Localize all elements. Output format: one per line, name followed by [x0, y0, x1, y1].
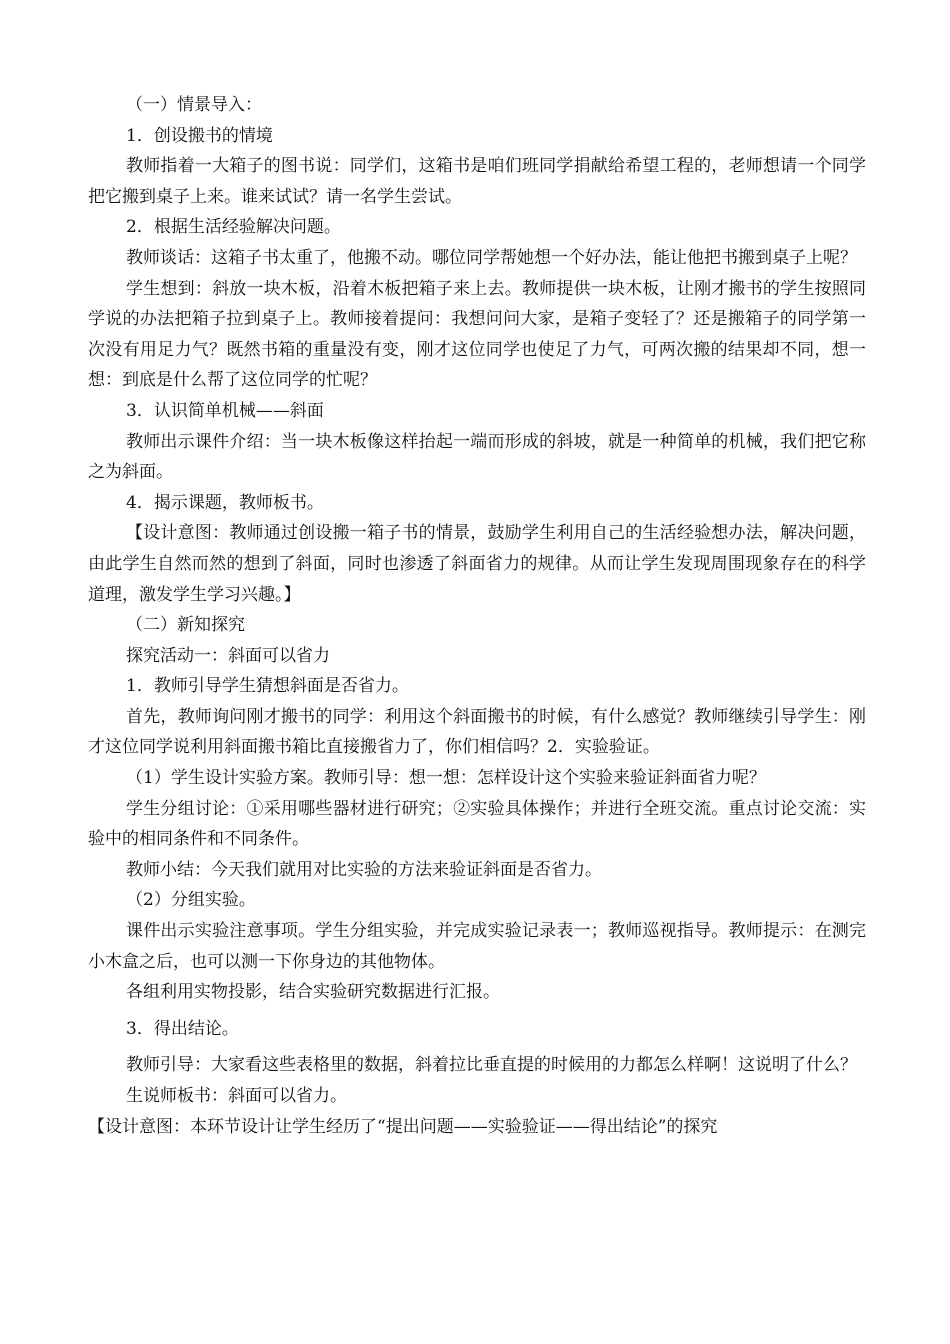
paragraph-courseware-notes: 课件出示实验注意事项。学生分组实验，并完成实验记录表一；教师巡视指导。教师提示：在测完小木盒之后，也可以测一下你身边的其他物体。 — [88, 921, 866, 972]
paragraph-teacher-box: 教师指着一大箱子的图书说：同学们，这箱书是咱们班同学捐献给希望工程的，老师想请一个同学把它搬到桌子上来。谁来试试？请一名学生尝试。 — [88, 156, 866, 207]
step-4-title: 4．揭示课题，教师板书。 — [126, 492, 324, 513]
paragraph-group-experiment: （2）分组实验。 — [126, 890, 256, 911]
heading-situation-intro: （一）情景导入： — [126, 95, 262, 115]
paragraph-courseware-intro: 教师出示课件介绍：当一块木板像这样抬起一端而形成的斜坡，就是一种简单的机械，我们把它称之为斜面。 — [88, 431, 866, 483]
design-intent-1: 【设计意图：教师通过创设搬一箱子书的情景，鼓励学生利用自己的生活经验想办法，解决问题，由此学生自然而然的想到了斜面，同时也渗透了斜面省力的规律。从而让学生发现周围现象存在的科学道理，激发学生学习兴趣。】 — [88, 523, 866, 605]
document-page — [88, 90, 866, 1142]
activity-1-title: 探究活动一：斜面可以省力 — [126, 645, 330, 666]
paragraph-report: 各组利用实物投影，结合实验研究数据进行汇报。 — [126, 982, 500, 1003]
paragraph-design-plan: （1）学生设计实验方案。教师引导：想一想：怎样设计这个实验来验证斜面省力呢？ — [126, 768, 766, 789]
step-2-title: 2．根据生活经验解决问题。 — [126, 217, 341, 238]
activity-step-3: 3．得出结论。 — [126, 1018, 239, 1039]
paragraph-teacher-asks: 首先，教师询问刚才搬书的同学：利用这个斜面搬书的时候，有什么感觉？教师继续引导学生：刚才这位同学说利用斜面搬书箱比直接搬省力了，你们相信吗？2．实验验证。 — [88, 706, 866, 758]
step-1-title: 1．创设搬书的情境 — [126, 125, 273, 146]
paragraph-student-idea: 学生想到：斜放一块木板，沿着木板把箱子来上去。教师提供一块木板，让刚才搬书的学生按照同学说的办法把箱子拉到桌子上。教师接着提问：我想问问大家，是箱子变轻了？还是搬箱子的同学第一次没有用足力气？既然书箱的重量没有变，刚才这位同学也使足了力气，可两次搬的结果却不同，想一想：到底是什么帮了这位同学的忙呢？ — [88, 278, 866, 391]
paragraph-teacher-guides: 教师引导：大家看这些表格里的数据，斜着拉比垂直提的时候用的力都怎么样啊！这说明了什么？ — [126, 1055, 857, 1076]
paragraph-teacher-summary: 教师小结：今天我们就用对比实验的方法来验证斜面是否省力。 — [126, 859, 602, 880]
activity-step-1: 1．教师引导学生猜想斜面是否省力。 — [126, 676, 409, 697]
step-3-title: 3．认识简单机械——斜面 — [126, 400, 324, 421]
design-intent-2: 【设计意图：本环节设计让学生经历了“提出问题——实验验证——得出结论”的探究 — [88, 1116, 718, 1137]
paragraph-teacher-talk: 教师谈话：这箱子书太重了，他搬不动。哪位同学帮她想一个好办法，能让他把书搬到桌子上呢？ — [126, 247, 857, 268]
paragraph-board-writing: 生说师板书：斜面可以省力。 — [126, 1086, 347, 1106]
heading-new-knowledge: （二）新知探究 — [126, 615, 245, 636]
paragraph-group-discussion: 学生分组讨论：①采用哪些器材进行研究；②实验具体操作；并进行全班交流。重点讨论交流：实验中的相同条件和不同条件。 — [88, 798, 866, 850]
